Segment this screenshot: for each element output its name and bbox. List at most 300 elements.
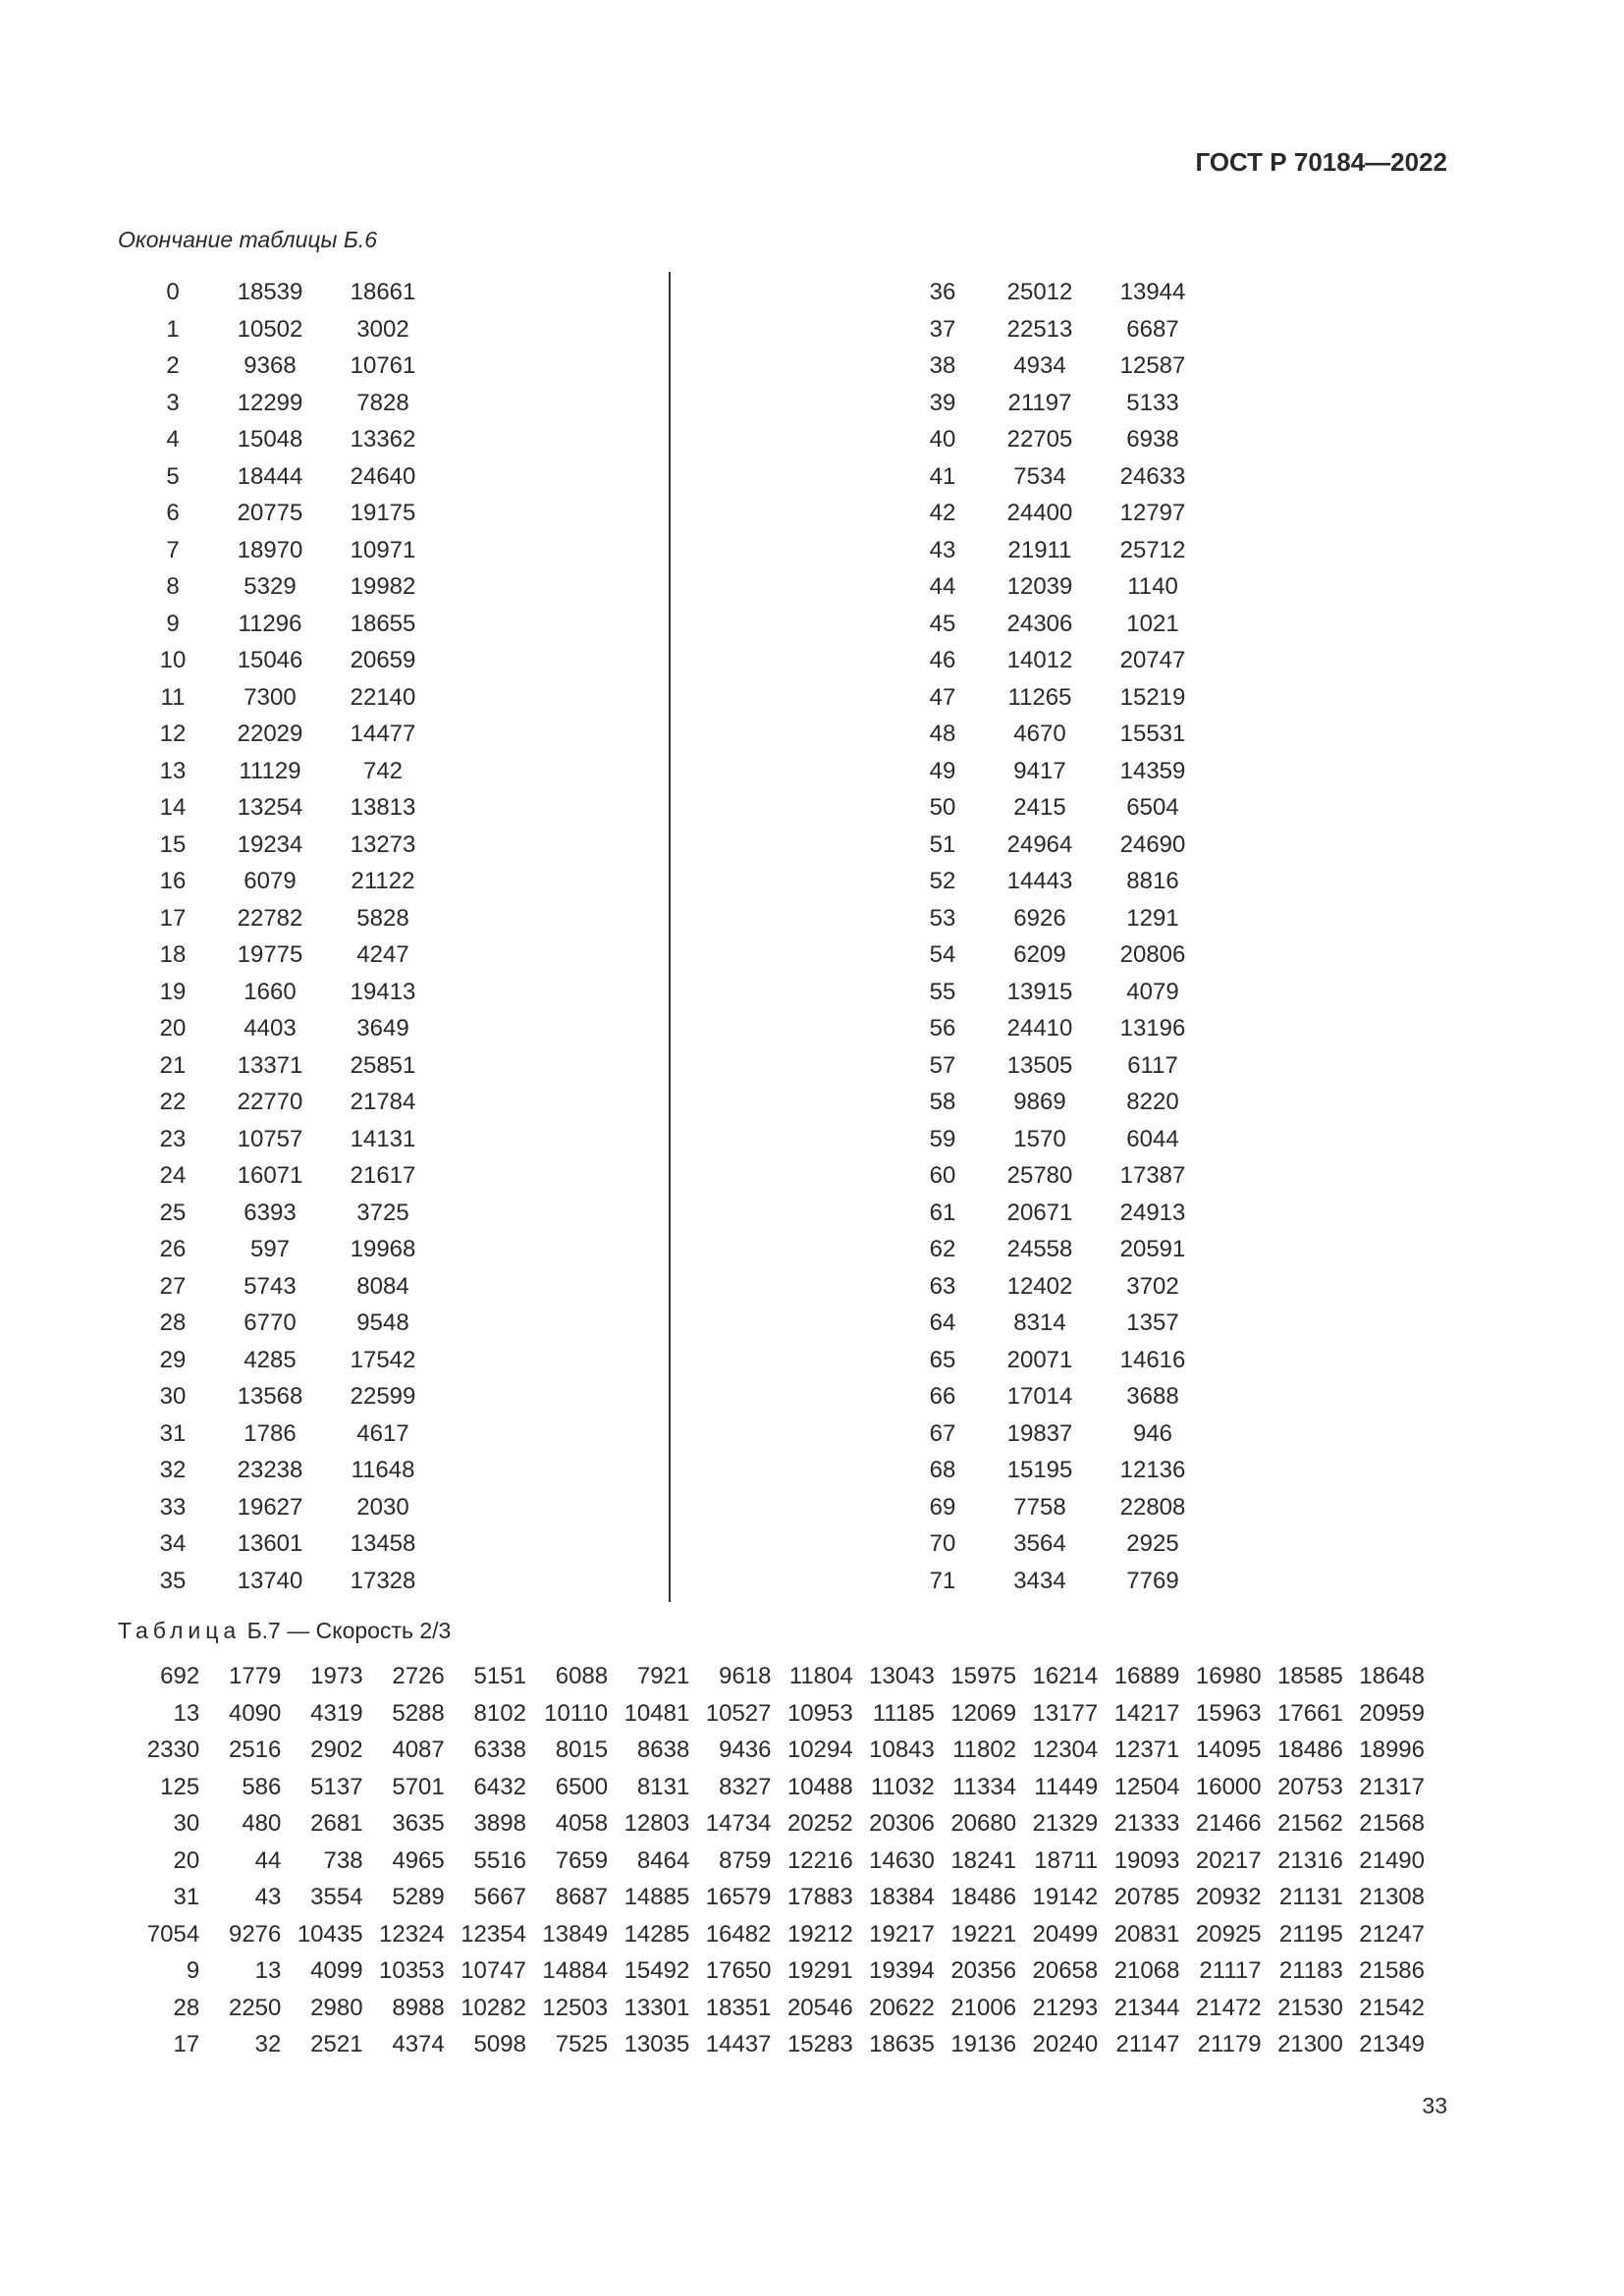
table-cell: 23238: [237, 1457, 303, 1483]
table-cell: 6770: [244, 1309, 297, 1336]
table-cell: 2925: [1126, 1530, 1179, 1557]
table-cell: 15283: [786, 2031, 853, 2057]
table-cell: 4099: [310, 1957, 363, 1984]
table-cell: 13: [159, 757, 187, 784]
table-cell: 20775: [237, 500, 303, 526]
table-cell: 52: [929, 868, 956, 894]
table-cell: 2030: [356, 1493, 409, 1521]
table-cell: 15046: [237, 647, 303, 673]
table-cell: 4058: [555, 1810, 609, 1837]
table-cell: 11449: [1034, 1773, 1099, 1800]
table-cell: 8687: [555, 1884, 609, 1910]
table-cell: 14359: [1119, 757, 1186, 784]
table-cell: 24410: [1006, 1015, 1073, 1041]
table-cell: 28: [159, 1309, 187, 1336]
table-cell: 8: [166, 573, 180, 600]
table-row: [903, 532, 1208, 569]
table-cell: 4090: [228, 1699, 282, 1727]
table-cell: 597: [249, 1236, 291, 1262]
table-cell: 32: [254, 2031, 282, 2057]
table-cell: 7659: [555, 1846, 609, 1874]
table-cell: 16071: [237, 1162, 303, 1189]
table-cell: 22: [159, 1089, 187, 1115]
table-cell: 9417: [1013, 757, 1066, 784]
table-cell: 20306: [869, 1810, 935, 1837]
table-cell: 35: [159, 1567, 187, 1594]
table-cell: 7921: [636, 1663, 690, 1689]
table-row: [118, 1658, 1425, 1695]
table-row: [134, 716, 438, 753]
table-cell: 6504: [1126, 794, 1179, 821]
table-cell: 20680: [950, 1810, 1017, 1837]
table-cell: 36: [929, 279, 956, 305]
table-cell: 13196: [1119, 1015, 1186, 1041]
table-cell: 25712: [1119, 536, 1186, 563]
table-cell: 16579: [705, 1884, 772, 1910]
table-cell: 3: [166, 389, 180, 416]
table-cell: 480: [242, 1810, 282, 1837]
table-cell: 33: [159, 1493, 187, 1521]
table-row: [134, 606, 438, 643]
table-b7-title: [118, 1618, 451, 1644]
table-cell: 20925: [1195, 1920, 1262, 1948]
table-cell: 21562: [1277, 1810, 1343, 1837]
table-cell: 1660: [244, 978, 297, 1005]
table-cell: 25780: [1006, 1162, 1073, 1189]
table-row: [134, 274, 438, 311]
table-row: [903, 1084, 1208, 1121]
table-cell: 17542: [350, 1346, 416, 1373]
table-row: [903, 421, 1208, 458]
table-row: [903, 679, 1208, 717]
table-cell: 48: [929, 721, 956, 747]
table-cell: 2516: [228, 1736, 282, 1763]
table-cell: 4079: [1126, 978, 1179, 1005]
table-cell: 15975: [950, 1663, 1017, 1689]
table-b7: [118, 1658, 1425, 2063]
table-cell: 3002: [356, 315, 409, 343]
table-cell: 9: [166, 610, 180, 637]
table-cell: 8638: [636, 1736, 690, 1763]
table-cell: 20831: [1113, 1920, 1180, 1948]
table-cell: 5516: [473, 1846, 526, 1874]
table-cell: 3554: [310, 1884, 363, 1910]
table-cell: 42: [929, 500, 956, 526]
table-cell: 11296: [238, 610, 302, 637]
table-cell: 63: [929, 1272, 956, 1300]
table-cell: 19136: [950, 2031, 1017, 2057]
table-b6-left-half: [134, 274, 438, 1599]
table-cell: 15195: [1006, 1457, 1073, 1483]
table-cell: 9618: [719, 1663, 772, 1689]
table-cell: 14: [159, 794, 187, 821]
table-cell: 13273: [350, 830, 416, 858]
table-cell: 15: [159, 830, 187, 858]
table-cell: 13035: [623, 2031, 690, 2057]
table-row: [118, 2026, 1425, 2063]
table-cell: 24400: [1006, 500, 1073, 526]
table-row: [134, 347, 438, 385]
table-cell: 21293: [1032, 1994, 1099, 2021]
table-cell: 66: [929, 1383, 956, 1410]
table-cell: 19221: [950, 1920, 1017, 1948]
table-row: [903, 974, 1208, 1011]
table-cell: 14012: [1006, 647, 1073, 673]
table-cell: 18970: [237, 536, 303, 563]
table-cell: 24964: [1006, 830, 1073, 858]
table-cell: 6926: [1013, 904, 1066, 932]
table-row: [903, 1305, 1208, 1342]
table-cell: 17650: [705, 1957, 772, 1984]
table-cell: 4374: [392, 2031, 445, 2057]
table-row: [134, 1305, 438, 1342]
table-cell: 18711: [1034, 1846, 1099, 1874]
table-cell: 5133: [1126, 389, 1179, 416]
table-cell: 13: [254, 1957, 282, 1984]
table-cell: 65: [929, 1346, 956, 1373]
table-cell: 4: [166, 426, 180, 453]
table-cell: 60: [929, 1162, 956, 1189]
table-row: [903, 642, 1208, 679]
table-cell: 11032: [870, 1773, 935, 1800]
table-cell: 24558: [1006, 1236, 1073, 1262]
table-cell: 24: [159, 1162, 187, 1189]
table-row: [118, 1805, 1425, 1842]
table-cell: 5: [166, 462, 180, 490]
table-cell: 18486: [1277, 1736, 1343, 1763]
table-cell: 17883: [786, 1884, 853, 1910]
table-cell: 46: [929, 647, 956, 673]
table-cell: 15531: [1119, 721, 1186, 747]
table-cell: 19837: [1006, 1419, 1073, 1447]
table-cell: 19775: [237, 941, 303, 968]
table-cell: 56: [929, 1015, 956, 1041]
table-cell: 9276: [228, 1920, 282, 1948]
table-cell: 37: [929, 315, 956, 343]
table-cell: 13371: [237, 1051, 303, 1079]
table-cell: 11185: [872, 1699, 935, 1727]
table-cell: 10953: [786, 1699, 853, 1727]
table-cell: 13568: [237, 1383, 303, 1410]
table-cell: 15219: [1119, 683, 1186, 711]
table-cell: 41: [929, 462, 956, 490]
table-cell: 27: [159, 1272, 187, 1300]
table-row: [134, 1047, 438, 1085]
table-cell: 20252: [786, 1810, 853, 1837]
table-cell: 5828: [356, 904, 409, 932]
table-cell: 25: [159, 1199, 187, 1226]
table-cell: 19234: [237, 830, 303, 858]
table-cell: 17: [173, 2031, 200, 2057]
table-cell: 20240: [1032, 2031, 1099, 2057]
table-cell: 17328: [350, 1567, 416, 1594]
table-cell: 692: [160, 1663, 200, 1689]
table-cell: 18486: [950, 1884, 1017, 1910]
table-cell: 20: [159, 1015, 187, 1041]
table-cell: 20217: [1195, 1846, 1262, 1874]
table-row: [903, 568, 1208, 606]
table-cell: 15963: [1195, 1699, 1262, 1727]
table-row: [134, 495, 438, 532]
table-cell: 51: [929, 830, 956, 858]
table-cell: 30: [173, 1810, 200, 1837]
table-cell: 14616: [1119, 1346, 1186, 1373]
table-cell: 23: [159, 1125, 187, 1152]
table-cell: 6393: [244, 1199, 297, 1226]
table-cell: 6044: [1126, 1125, 1179, 1152]
table-cell: 20753: [1277, 1773, 1343, 1800]
table-cell: 19413: [350, 978, 416, 1005]
table-cell: 20932: [1195, 1884, 1262, 1910]
table-cell: 11265: [1007, 683, 1072, 711]
table-row: [903, 1415, 1208, 1453]
table-cell: 7534: [1013, 462, 1066, 490]
table-cell: 19175: [350, 500, 416, 526]
table-row: [903, 1342, 1208, 1379]
table-cell: 30: [159, 1383, 187, 1410]
table-cell: 21068: [1113, 1957, 1180, 1984]
table-row: [134, 421, 438, 458]
table-cell: 61: [929, 1199, 956, 1226]
table-cell: 14131: [350, 1125, 416, 1152]
table-cell: 12324: [379, 1920, 445, 1948]
table-cell: 2415: [1013, 794, 1066, 821]
table-cell: 11334: [952, 1773, 1017, 1800]
table-row: [903, 863, 1208, 900]
table-row: [134, 1525, 438, 1563]
table-cell: 20622: [869, 1994, 935, 2021]
table-cell: 9869: [1013, 1089, 1066, 1115]
table-cell: 1357: [1126, 1309, 1179, 1336]
table-cell: 14285: [623, 1920, 690, 1948]
table-cell: 67: [929, 1419, 956, 1447]
table-cell: 20546: [786, 1994, 853, 2021]
table-cell: 29: [159, 1346, 187, 1373]
table-row: [903, 1563, 1208, 1600]
table-cell: 20356: [950, 1957, 1017, 1984]
table-cell: 20671: [1006, 1199, 1073, 1226]
table-row: [134, 1268, 438, 1306]
table-cell: 4965: [392, 1846, 445, 1874]
table-row: [134, 1563, 438, 1600]
table-cell: 20658: [1032, 1957, 1099, 1984]
table-cell: 4934: [1013, 352, 1066, 379]
table-cell: 47: [929, 683, 956, 711]
table-cell: 5329: [244, 573, 297, 600]
table-cell: 21911: [1007, 536, 1072, 563]
table-cell: 4285: [244, 1346, 297, 1373]
table-cell: 20591: [1119, 1236, 1186, 1262]
table-cell: 17: [159, 904, 187, 932]
table-cell: 12354: [460, 1920, 526, 1948]
table-cell: 15492: [623, 1957, 690, 1984]
table-row: [903, 1121, 1208, 1158]
table-cell: 19291: [786, 1957, 853, 1984]
table-cell: 3635: [392, 1810, 445, 1837]
table-row: [903, 753, 1208, 790]
table-cell: 10843: [869, 1736, 935, 1763]
table-cell: 4247: [356, 941, 409, 968]
table-row: [903, 347, 1208, 385]
table-cell: 16214: [1032, 1663, 1099, 1689]
table-cell: 3649: [356, 1015, 409, 1041]
table-cell: 18655: [350, 610, 416, 637]
table-cell: 21490: [1359, 1846, 1425, 1874]
table-cell: 12136: [1119, 1457, 1186, 1483]
table-row: [134, 1010, 438, 1047]
document-id: ГОСТ Р 70184—2022: [1195, 147, 1447, 177]
table-cell: 16980: [1195, 1663, 1262, 1689]
table-cell: 20959: [1359, 1699, 1425, 1727]
table-row: [134, 1231, 438, 1268]
table-cell: 14477: [350, 721, 416, 747]
table-cell: 40: [929, 426, 956, 453]
table-cell: 43: [254, 1884, 282, 1910]
table-cell: 12216: [786, 1846, 853, 1874]
table-cell: 10294: [786, 1736, 853, 1763]
column-divider: [669, 272, 671, 1602]
table-cell: 8816: [1126, 868, 1179, 894]
table-cell: 28: [173, 1994, 200, 2021]
table-cell: 44: [929, 573, 956, 600]
table-cell: 742: [362, 757, 404, 784]
table-row: [903, 1452, 1208, 1489]
table-cell: 7758: [1013, 1493, 1066, 1521]
table-cell: 2250: [228, 1994, 282, 2021]
table-cell: 17387: [1119, 1162, 1186, 1189]
table-cell: 24690: [1119, 830, 1186, 858]
table-row: [118, 1916, 1425, 1953]
table-row: [903, 311, 1208, 348]
table-cell: 7828: [356, 389, 409, 416]
table-row: [134, 789, 438, 827]
table-cell: 8131: [636, 1773, 690, 1800]
table-cell: 5288: [392, 1699, 445, 1727]
table-cell: 13: [173, 1699, 200, 1727]
table-cell: 2521: [310, 2031, 363, 2057]
table-cell: 21344: [1113, 1994, 1180, 2021]
table-cell: 0: [166, 279, 180, 305]
table-cell: 6338: [473, 1736, 526, 1763]
table-row: [134, 1415, 438, 1453]
table-cell: 13813: [350, 794, 416, 821]
table-cell: 8102: [473, 1699, 526, 1727]
table-row: [134, 532, 438, 569]
table-row: [903, 789, 1208, 827]
table-cell: 20071: [1006, 1346, 1073, 1373]
table-cell: 59: [929, 1125, 956, 1152]
table-cell: 21147: [1115, 2031, 1180, 2057]
table-cell: 22808: [1119, 1493, 1186, 1521]
table-row: [118, 1879, 1425, 1916]
table-cell: 1779: [228, 1663, 282, 1689]
table-cell: 6209: [1013, 941, 1066, 968]
table-cell: 2: [166, 352, 180, 379]
table-row: [134, 1489, 438, 1526]
table-row: [118, 1952, 1425, 1990]
table-cell: 586: [242, 1773, 282, 1800]
table-row: [134, 568, 438, 606]
table-cell: 7: [166, 536, 180, 563]
table-cell: 4670: [1013, 721, 1066, 747]
table-cell: 13505: [1006, 1051, 1073, 1079]
table-cell: 18648: [1359, 1663, 1425, 1689]
table-cell: 8084: [356, 1272, 409, 1300]
table-cell: 10757: [237, 1125, 303, 1152]
table-cell: 6432: [473, 1773, 526, 1800]
table-cell: 13458: [350, 1530, 416, 1557]
table-cell: 4087: [392, 1736, 445, 1763]
table-cell: 53: [929, 904, 956, 932]
table-cell: 12402: [1006, 1272, 1073, 1300]
table-cell: 1140: [1127, 573, 1178, 600]
table-cell: 8314: [1013, 1309, 1066, 1336]
table-b7-title-word: Таблица: [118, 1618, 242, 1643]
table-cell: 10435: [297, 1920, 363, 1948]
table-cell: 31: [173, 1884, 200, 1910]
table-row: [903, 385, 1208, 422]
table-cell: 21122: [351, 868, 415, 894]
table-cell: 11129: [239, 757, 301, 784]
table-cell: 57: [929, 1051, 956, 1079]
table-cell: 25012: [1006, 279, 1073, 305]
table-cell: 12587: [1119, 352, 1186, 379]
table-cell: 1291: [1126, 904, 1179, 932]
table-cell: 19982: [350, 573, 416, 600]
table-cell: 21316: [1277, 1846, 1343, 1874]
table-cell: 12371: [1113, 1736, 1180, 1763]
table-cell: 18384: [869, 1884, 935, 1910]
table-cell: 14884: [542, 1957, 609, 1984]
table-cell: 738: [323, 1846, 363, 1874]
table-row: [134, 458, 438, 496]
table-cell: 13362: [350, 426, 416, 453]
table-cell: 18996: [1359, 1736, 1425, 1763]
table-cell: 3898: [473, 1810, 526, 1837]
table-cell: 22705: [1006, 426, 1073, 453]
table-cell: 5098: [473, 2031, 526, 2057]
table-cell: 68: [929, 1457, 956, 1483]
table-cell: 14437: [705, 2031, 772, 2057]
table-cell: 12039: [1006, 573, 1073, 600]
table-cell: 13849: [542, 1920, 609, 1948]
table-row: [134, 642, 438, 679]
table-cell: 21117: [1199, 1957, 1262, 1984]
table-cell: 21586: [1359, 1957, 1425, 1984]
table-cell: 3434: [1013, 1567, 1066, 1594]
table-cell: 3564: [1013, 1530, 1066, 1557]
table-cell: 21183: [1278, 1957, 1343, 1984]
table-cell: 125: [160, 1773, 200, 1800]
table-cell: 14885: [623, 1884, 690, 1910]
table-cell: 21530: [1277, 1994, 1343, 2021]
table-cell: 2902: [310, 1736, 363, 1763]
table-row: [903, 1525, 1208, 1563]
table-cell: 62: [929, 1236, 956, 1262]
table-cell: 6938: [1126, 426, 1179, 453]
table-b6-right-half: [903, 274, 1208, 1599]
table-cell: 70: [929, 1530, 956, 1557]
table-row: [118, 1842, 1425, 1880]
table-row: [903, 1157, 1208, 1195]
table-row: [903, 606, 1208, 643]
table-cell: 49: [929, 757, 956, 784]
table-cell: 21472: [1195, 1994, 1262, 2021]
table-cell: 8759: [719, 1846, 772, 1874]
table-cell: 21784: [350, 1089, 416, 1115]
table-cell: 31: [159, 1419, 187, 1447]
table-cell: 946: [1132, 1419, 1173, 1447]
